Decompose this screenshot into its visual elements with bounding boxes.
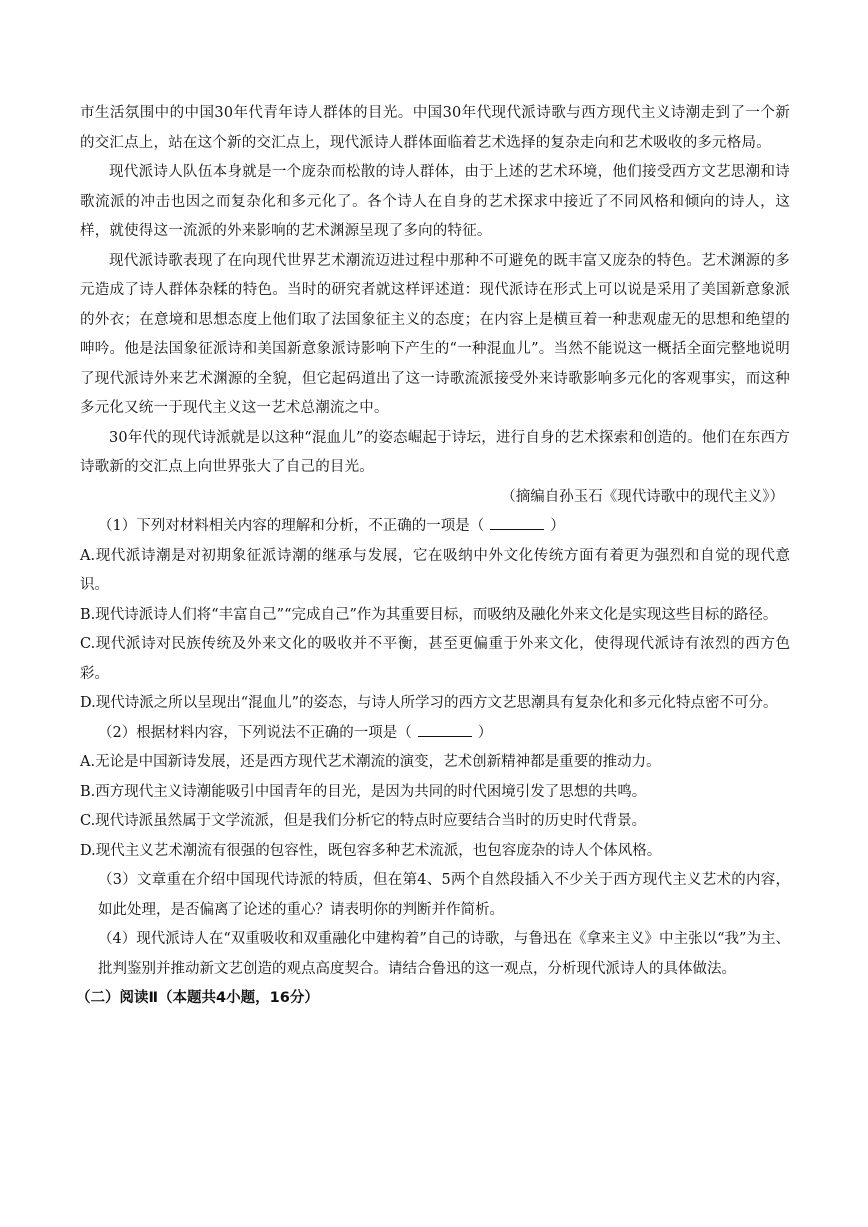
passage-paragraph-1: 市生活氛围中的中国30年代青年诗人群体的目光。中国30年代现代派诗歌与西方现代主义诗潮走到了一个新的交汇点上，站在这个新的交汇点上，现代派诗人群体面临着艺术选择的复杂走向和艺术吸收的多元格局。 xyxy=(80,105,790,151)
question-1-stem-text: （1）下列对材料相关内容的理解和分析，不正确的一项是（ xyxy=(98,518,485,534)
passage-paragraph-4: 30年代的现代诗派就是以这种“混血儿”的姿态崛起于诗坛，进行自身的艺术探索和创造的。他们在东西方诗歌新的交汇点上向世界张大了自己的目光。 xyxy=(80,429,790,475)
question-1-option-c: C.现代派诗对民族传统及外来文化的吸收并不平衡，甚至更偏重于外来文化，使得现代派诗有浓烈的西方色彩。 xyxy=(80,636,790,682)
question-1-stem xyxy=(80,512,790,542)
question-2-stem-text: （2）根据材料内容，下列说法不正确的一项是（ xyxy=(98,724,412,741)
answer-blank-1[interactable] xyxy=(490,515,544,530)
question-1-option-b: B.现代诗派诗人们将“丰富自己”“完成自己”作为其重要目标，而吸纳及融化外来文化是实现这些目标的路径。 xyxy=(80,606,778,623)
question-2-stem xyxy=(80,719,790,749)
question-1-option-a: A.现代派诗潮是对初期象征派诗潮的继承与发展，它在吸纳中外文化传统方面有着更为强烈和自觉的现代意识。 xyxy=(80,547,790,593)
passage-source: （摘编自孙玉石《现代诗歌中的现代主义》） xyxy=(501,488,784,505)
question-2-option-d: D.现代主义艺术潮流有很强的包容性，既包容多种艺术流派，也包容庞杂的诗人个体风格。 xyxy=(80,842,662,859)
passage-paragraph-2: 现代派诗人队伍本身就是一个庞杂而松散的诗人群体，由于上述的艺术环境，他们接受西方文艺思潮和诗歌流派的冲击也因之而复杂化和多元化了。各个诗人在自身的艺术探求中接近了不同风格和倾向的诗人，这样，就使得这一流派的外来影响的艺术渊源呈现了多向的特征。 xyxy=(80,164,790,239)
question-2-option-b: B.西方现代主义诗潮能吸引中国青年的目光，是因为共同的时代困境引发了思想的共鸣。 xyxy=(80,783,647,800)
section-heading: （二）阅读Ⅱ（本题共4小题，16分） xyxy=(76,990,319,1006)
answer-blank-2[interactable] xyxy=(418,722,472,737)
question-2-stem-close: ） xyxy=(477,724,493,741)
question-3: （3）文章重在介绍中国现代诗派的特质，但在第4、5两个自然段插入不少关于西方现代主义艺术的内容，如此处理，是否偏离了论述的重心？请表明你的判断并作简析。 xyxy=(98,872,790,918)
question-2-option-a: A.无论是中国新诗发展，还是西方现代艺术潮流的演变，艺术创新精神都是重要的推动力。 xyxy=(80,754,661,770)
question-4: （4）现代派诗人在“双重吸收和双重融化中建构着”自己的诗歌，与鲁迅在《拿来主义》中主张以“我”为主、批判鉴别并推动新文艺创造的观点高度契合。请结合鲁迅的这一观点，分析现代派诗人的具体做法。 xyxy=(98,931,790,977)
question-2-option-c: C.现代诗派虽然属于文学流派，但是我们分析它的特点时应要结合当时的历史时代背景。 xyxy=(80,813,647,829)
passage-paragraph-3: 现代派诗歌表现了在向现代世界艺术潮流迈进过程中那种不可避免的既丰富又庞杂的特色。艺术渊源的多元造成了诗人群体杂糅的特色。当时的研究者就这样评述道：现代派诗在形式上可以说是采用了美国新意象派的外衣；在意境和思想态度上他们取了法国象征主义的态度；在内容上是横亘着一种悲观虚无的思想和绝望的呻吟。他是法国象征派诗和美国新意象派诗影响下产生的“一种混血儿”。当然不能说这一概括全面完整地说明了现代派诗外来艺术渊源的全貌，但它起码道出了这一诗歌流派接受外来诗歌影响多元化的客观事实，而这种多元化又统一于现代主义这一艺术总潮流之中。 xyxy=(80,252,790,416)
question-1-stem-close: ） xyxy=(550,518,565,534)
question-1-option-d: D.现代诗派之所以呈现出“混血儿”的姿态，与诗人所学习的西方文艺思潮具有复杂化和多元化特点密不可分。 xyxy=(80,695,778,711)
